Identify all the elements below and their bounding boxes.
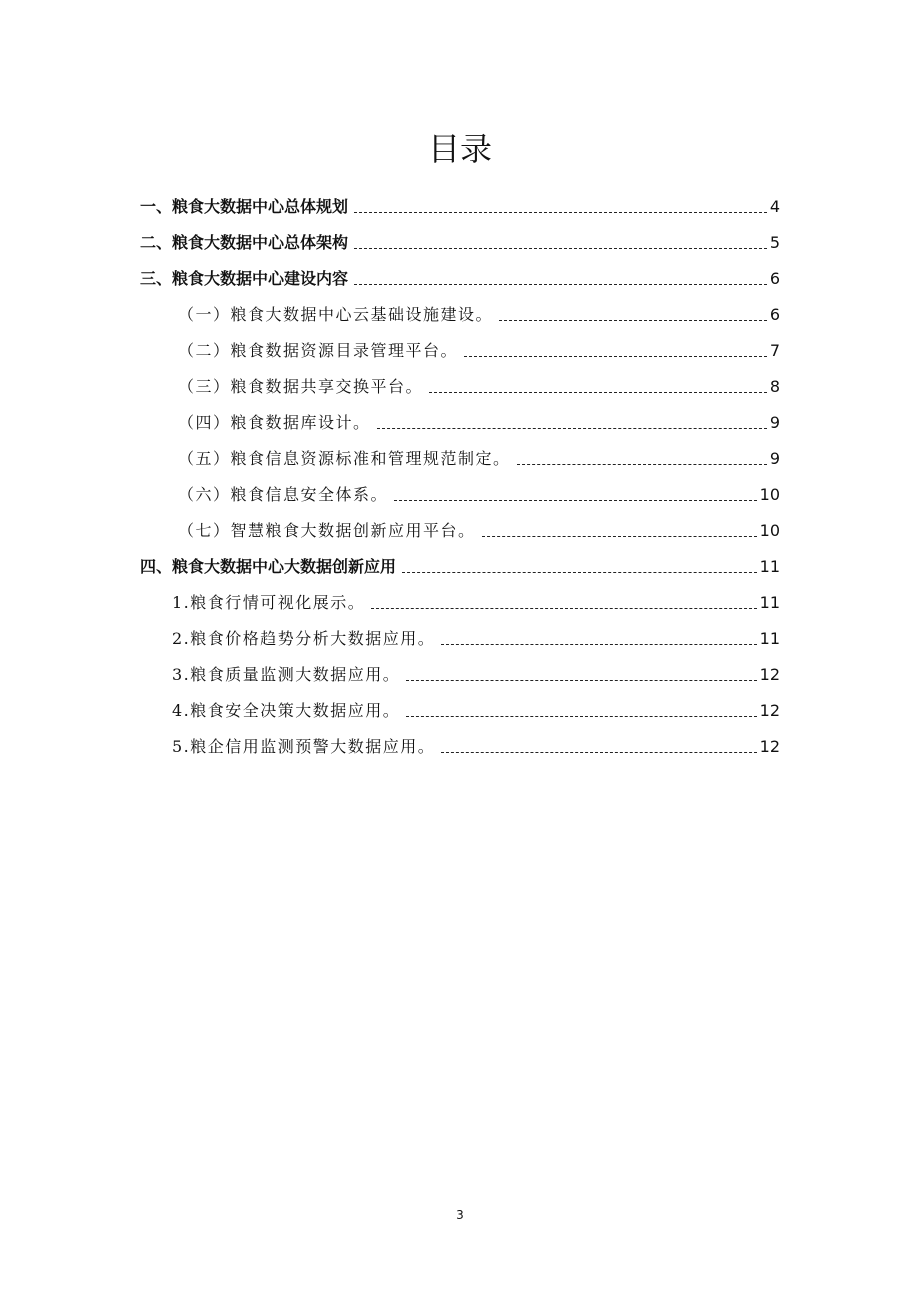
toc-entry-text: 2.粮食价格趋势分析大数据应用。 [172, 629, 436, 648]
toc-leader-dots [464, 356, 767, 357]
toc-entry-credit-warning[interactable] [172, 725, 780, 759]
toc-entry-page: 10 [759, 485, 780, 504]
toc-entry-page: 11 [759, 557, 780, 576]
toc-entry-text: 5.粮企信用监测预警大数据应用。 [172, 737, 436, 756]
toc-entry-text: （二）粮食数据资源目录管理平台。 [178, 341, 459, 360]
toc-entry-quality-monitoring[interactable] [172, 653, 780, 687]
toc-entry-text: 1.粮食行情可视化展示。 [172, 593, 366, 612]
toc-entry-page: 8 [769, 377, 780, 396]
toc-leader-dots [406, 680, 756, 681]
toc-entry-text: 二、粮食大数据中心总体架构 [140, 233, 349, 252]
toc-entry-text: 4.粮食安全决策大数据应用。 [172, 701, 401, 720]
toc-entry-text: （五）粮食信息资源标准和管理规范制定。 [178, 449, 511, 468]
toc-entry-text: 3.粮食质量监测大数据应用。 [172, 665, 401, 684]
toc-leader-dots [354, 284, 767, 285]
toc-entry-page: 6 [769, 305, 780, 324]
toc-entry-text: （六）粮食信息安全体系。 [178, 485, 389, 504]
toc-entry-security-decision[interactable] [172, 689, 780, 723]
toc-leader-dots [354, 212, 767, 213]
toc-entry-text: （七）智慧粮食大数据创新应用平台。 [178, 521, 476, 540]
toc-entry-page: 9 [769, 449, 780, 468]
page-number: 3 [456, 1208, 464, 1222]
toc-leader-dots [394, 500, 757, 501]
toc-entry-construction-content[interactable] [140, 257, 780, 291]
toc-entry-page: 6 [769, 269, 780, 288]
toc-leader-dots [371, 608, 756, 609]
toc-leader-dots [354, 248, 767, 249]
toc-entry-page: 9 [769, 413, 780, 432]
toc-entry-page: 12 [759, 701, 780, 720]
toc-entry-page: 5 [769, 233, 780, 252]
toc-entry-page: 12 [759, 665, 780, 684]
toc-entry-page: 10 [759, 521, 780, 540]
toc-entry-innovation-applications[interactable] [140, 545, 780, 579]
toc-leader-dots [482, 536, 757, 537]
toc-entry-innovation-platform[interactable] [178, 509, 780, 543]
toc-leader-dots [441, 644, 756, 645]
toc-entry-page: 7 [769, 341, 780, 360]
toc-entry-market-visualization[interactable] [172, 581, 780, 615]
toc-leader-dots [429, 392, 767, 393]
toc-entry-page: 11 [759, 593, 780, 612]
toc-leader-dots [402, 572, 757, 573]
toc-entry-text: 一、粮食大数据中心总体规划 [140, 197, 349, 216]
toc-leader-dots [499, 320, 767, 321]
toc-leader-dots [441, 752, 756, 753]
toc-entry-text: （一）粮食大数据中心云基础设施建设。 [178, 305, 494, 324]
toc-entry-database-design[interactable] [178, 401, 780, 435]
toc-entry-text: 三、粮食大数据中心建设内容 [140, 269, 349, 288]
toc-entry-text: （四）粮食数据库设计。 [178, 413, 371, 432]
toc-entry-overall-architecture[interactable] [140, 221, 780, 255]
toc-leader-dots [406, 716, 756, 717]
toc-entry-standards[interactable] [178, 437, 780, 471]
toc-entry-price-trend[interactable] [172, 617, 780, 651]
toc-leader-dots [377, 428, 767, 429]
toc-entry-page: 12 [759, 737, 780, 756]
document-title: 目录 [427, 130, 492, 168]
toc-entry-page: 4 [769, 197, 780, 216]
toc-entry-security-system[interactable] [178, 473, 780, 507]
toc-entry-cloud-infrastructure[interactable] [178, 293, 780, 327]
toc-entry-text: （三）粮食数据共享交换平台。 [178, 377, 424, 396]
toc-entry-data-exchange[interactable] [178, 365, 780, 399]
toc-entry-page: 11 [759, 629, 780, 648]
toc-leader-dots [517, 464, 767, 465]
toc-entry-overall-plan[interactable] [140, 185, 780, 219]
toc-entry-text: 四、粮食大数据中心大数据创新应用 [140, 557, 397, 576]
toc-entry-resource-catalog[interactable] [178, 329, 780, 363]
